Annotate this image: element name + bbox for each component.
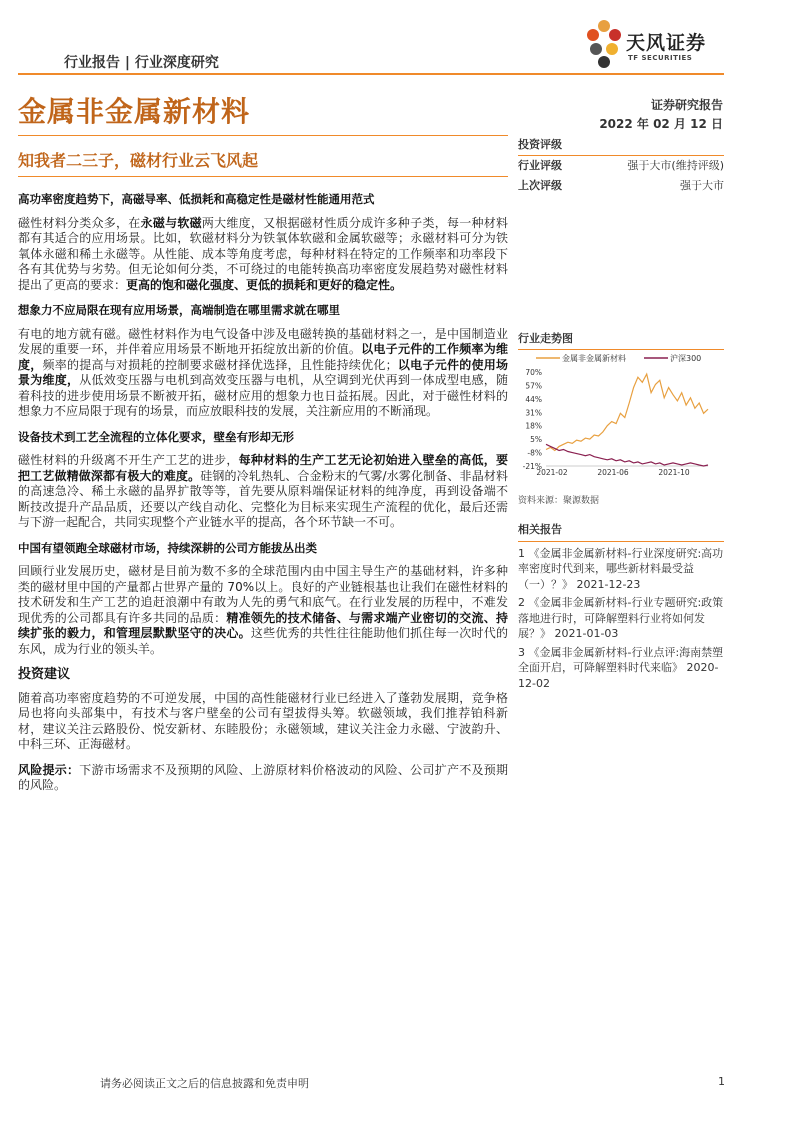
y-tick-label: 18% bbox=[525, 421, 542, 431]
chart-y-axis bbox=[523, 368, 542, 471]
related-report-item[interactable]: 3 《金属非金属新材料-行业点评:海南禁塑全面开启，可降解塑料时代来临》 2020-12-02 bbox=[518, 645, 724, 690]
chart-legend bbox=[536, 353, 701, 363]
text-run: 磁性材料的升级离不开生产工艺的进步， bbox=[18, 453, 239, 467]
paragraph bbox=[18, 564, 508, 657]
trend-heading: 行业走势图 bbox=[518, 330, 724, 350]
risk-paragraph bbox=[18, 763, 508, 794]
y-tick-label: -21% bbox=[522, 462, 542, 471]
y-tick-label: 57% bbox=[525, 381, 542, 391]
rating-label: 上次评级 bbox=[518, 179, 562, 192]
legend-label: 金属非金属新材料 bbox=[562, 354, 626, 363]
text-run: 回顾行业发展历史，磁材是目前为数不多的全球范围内由中国主导生产的基础材料，许多种类的磁材里中国的产量都占世界产量的 70%以上。良好的产业链根基也让我们在磁性材料的技术研发和生产工艺的追赶浪潮中有敢为人先的勇气和底气。在行业发展的历程中，不难发现优秀的公司都具有许多共同的品质： bbox=[18, 564, 508, 625]
chart-plot-area bbox=[546, 374, 708, 466]
rating-row-previous bbox=[518, 176, 724, 196]
y-tick-label: 44% bbox=[525, 394, 542, 404]
section-heading: 中国有望领跑全球磁材市场，持续深耕的公司方能拔丛出类 bbox=[18, 540, 317, 555]
footer-disclaimer: 请务必阅读正文之后的信息披露和免责申明 bbox=[100, 1077, 309, 1090]
y-tick-label: 5% bbox=[530, 435, 542, 445]
paragraph: 随着高功率密度趋势的不可逆发展，中国的高性能磁材行业已经进入了蓬勃发展期，竞争格局也将向头部集中，有技术与客户壁垒的公司有望拔得头筹。软磁领域，我们推荐铂科新材，建议关注云路股份、悦安新材、东睦股份；永磁领域，建议关注金力永磁、宁波韵升、中科三环、正海磁材。 bbox=[18, 690, 508, 751]
text-run: 磁性材料分类众多，在 bbox=[18, 215, 141, 230]
x-tick-label: 2021-02 bbox=[536, 468, 568, 477]
text-run: 这些优秀的共性往往能助他们抓住每一次时代的东风，成为行业的领头羊。 bbox=[18, 626, 508, 656]
text-run: 两大维度，又根据磁材性质分成许多种子类，每一种材料都有其适合的应用场景。比如，软磁材料分为铁氧体软磁和金属软磁等；永磁材料可分为铁氧体永磁和稀土永磁等。从性能、成本等角度考虑，每种材料在特定的工作频率和功率段下各有其优势与劣势。但无论如何分类，不可绕过的电能转换高功率密度发展趋势对磁性材料提出了更高的要求： bbox=[18, 215, 508, 292]
related-reports bbox=[518, 522, 724, 694]
logo-text-cn: 天风证券 bbox=[626, 32, 707, 54]
section-heading: 设备技术到工艺全流程的立体化要求，壁垒有形却无形 bbox=[18, 429, 294, 444]
x-tick-label: 2021-10 bbox=[658, 468, 690, 477]
bold-run: 每种材料的生产工艺无论初始进入壁垒的高低，要把工艺做精做深都有极大的难度。 bbox=[18, 453, 508, 483]
text-run: 从低效变压器与电机到高效变压器与电机，从空调到光伏再到一体成型电感，随着科技的进步使用场景不断被开拓，磁材应用的想象力也日益拓展。因此，对于磁性材料的想象力不应局限于现有的场景，而应放眼科技的发展，关注新应用的不断涌现。 bbox=[18, 373, 508, 418]
report-subtitle: 知我者二三子，磁材行业云飞风起 bbox=[18, 151, 259, 170]
rating-row-industry bbox=[518, 156, 724, 176]
sector-title: 金属非金属新材料 bbox=[18, 95, 251, 128]
text-run: 硅钢的冷轧热轧、合金粉末的气雾/水雾化制备、非晶材料的高速急冷、稀土永磁的晶界扩散等等，首先要从原料端保证材料的纯净度，再到设备端不断技改提升产品品质，还要以产线自动化、完整化为目标来实现生产流程的优化，最后还需与下游一起配合，共同实现整个产业链水平的提高，各个环节缺一不可。 bbox=[18, 468, 508, 529]
text-run: 下游市场需求不及预期的风险、上游原材料价格波动的风险、公司扩产不及预期的风险。 bbox=[18, 762, 508, 792]
chart-source: 资料来源：聚源数据 bbox=[518, 496, 600, 506]
report-category: 行业报告 | 行业深度研究 bbox=[64, 55, 219, 71]
section-heading: 想象力不应局限在现有应用场景，高端制造在哪里需求就在哪里 bbox=[18, 303, 340, 317]
company-logo bbox=[584, 18, 724, 70]
series-line bbox=[546, 374, 708, 450]
related-report-item[interactable]: 1 《金属非金属新材料-行业深度研究:高功率密度时代到来，哪些新材料最受益（一）？》 2021-12-23 bbox=[518, 546, 724, 591]
page-number: 1 bbox=[718, 1075, 725, 1088]
report-kind: 证券研究报告 bbox=[650, 98, 723, 112]
main-body bbox=[18, 192, 508, 804]
trend-chart bbox=[518, 348, 724, 483]
section-heading: 投资建议 bbox=[18, 667, 71, 682]
related-report-item[interactable]: 2 《金属非金属新材料-行业专题研究:政策落地进行时，可降解塑料行业将如何发展？》 2021-01-03 bbox=[518, 596, 724, 640]
rating-heading: 投资评级 bbox=[518, 136, 724, 156]
related-heading: 相关报告 bbox=[518, 522, 724, 542]
text-run: 有电的地方就有磁。磁性材料作为电气设备中涉及电磁转换的基础材料之一，是中国制造业发展的重要一环，并伴着应用场景不断地开拓绽放出新的价值。 bbox=[18, 326, 508, 356]
rating-value: 强于大市(维持评级) bbox=[627, 159, 724, 172]
bold-run: 更高的饱和磁化强度、更低的损耗和更好的稳定性。 bbox=[126, 277, 403, 292]
bold-run: 以电子元件的使用场景为维度， bbox=[18, 357, 508, 387]
legend-label: 沪深300 bbox=[670, 354, 702, 363]
bold-run: 风险提示： bbox=[18, 762, 80, 777]
x-tick-label: 2021-06 bbox=[597, 468, 629, 477]
y-tick-label: 31% bbox=[525, 408, 542, 418]
paragraph bbox=[18, 453, 508, 531]
chart-x-axis bbox=[536, 466, 708, 477]
section-heading: 高功率密度趋势下，高磁导率、低损耗和高稳定性是磁材性能通用范式 bbox=[18, 192, 375, 206]
rating-box bbox=[518, 136, 724, 196]
logo-text-en: TF SECURITIES bbox=[628, 54, 693, 62]
y-tick-label: 70% bbox=[525, 368, 542, 377]
trend-heading-box bbox=[518, 330, 724, 350]
header-divider bbox=[18, 73, 724, 75]
subtitle-divider-bottom bbox=[18, 176, 508, 177]
bold-run: 永磁与软磁 bbox=[140, 215, 202, 230]
bold-run: 以电子元件的工作频率为维度， bbox=[18, 342, 508, 372]
subtitle-divider-top bbox=[18, 135, 508, 136]
text-run: 频率的提高与对损耗的控制要求磁材择优选择，且性能持续优化； bbox=[42, 357, 398, 372]
report-date: 2022 年 02 月 12 日 bbox=[599, 117, 723, 131]
logo-mark-icon bbox=[584, 18, 624, 70]
paragraph bbox=[18, 327, 508, 420]
rating-label: 行业评级 bbox=[518, 159, 562, 172]
y-tick-label: -8% bbox=[527, 448, 542, 458]
paragraph bbox=[18, 216, 508, 294]
rating-value: 强于大市 bbox=[680, 179, 724, 192]
bold-run: 精准领先的技术储备、与需求端产业密切的交流、持续扩张的毅力，和管理层默默坚守的决心。 bbox=[18, 610, 508, 640]
series-line bbox=[546, 444, 708, 466]
